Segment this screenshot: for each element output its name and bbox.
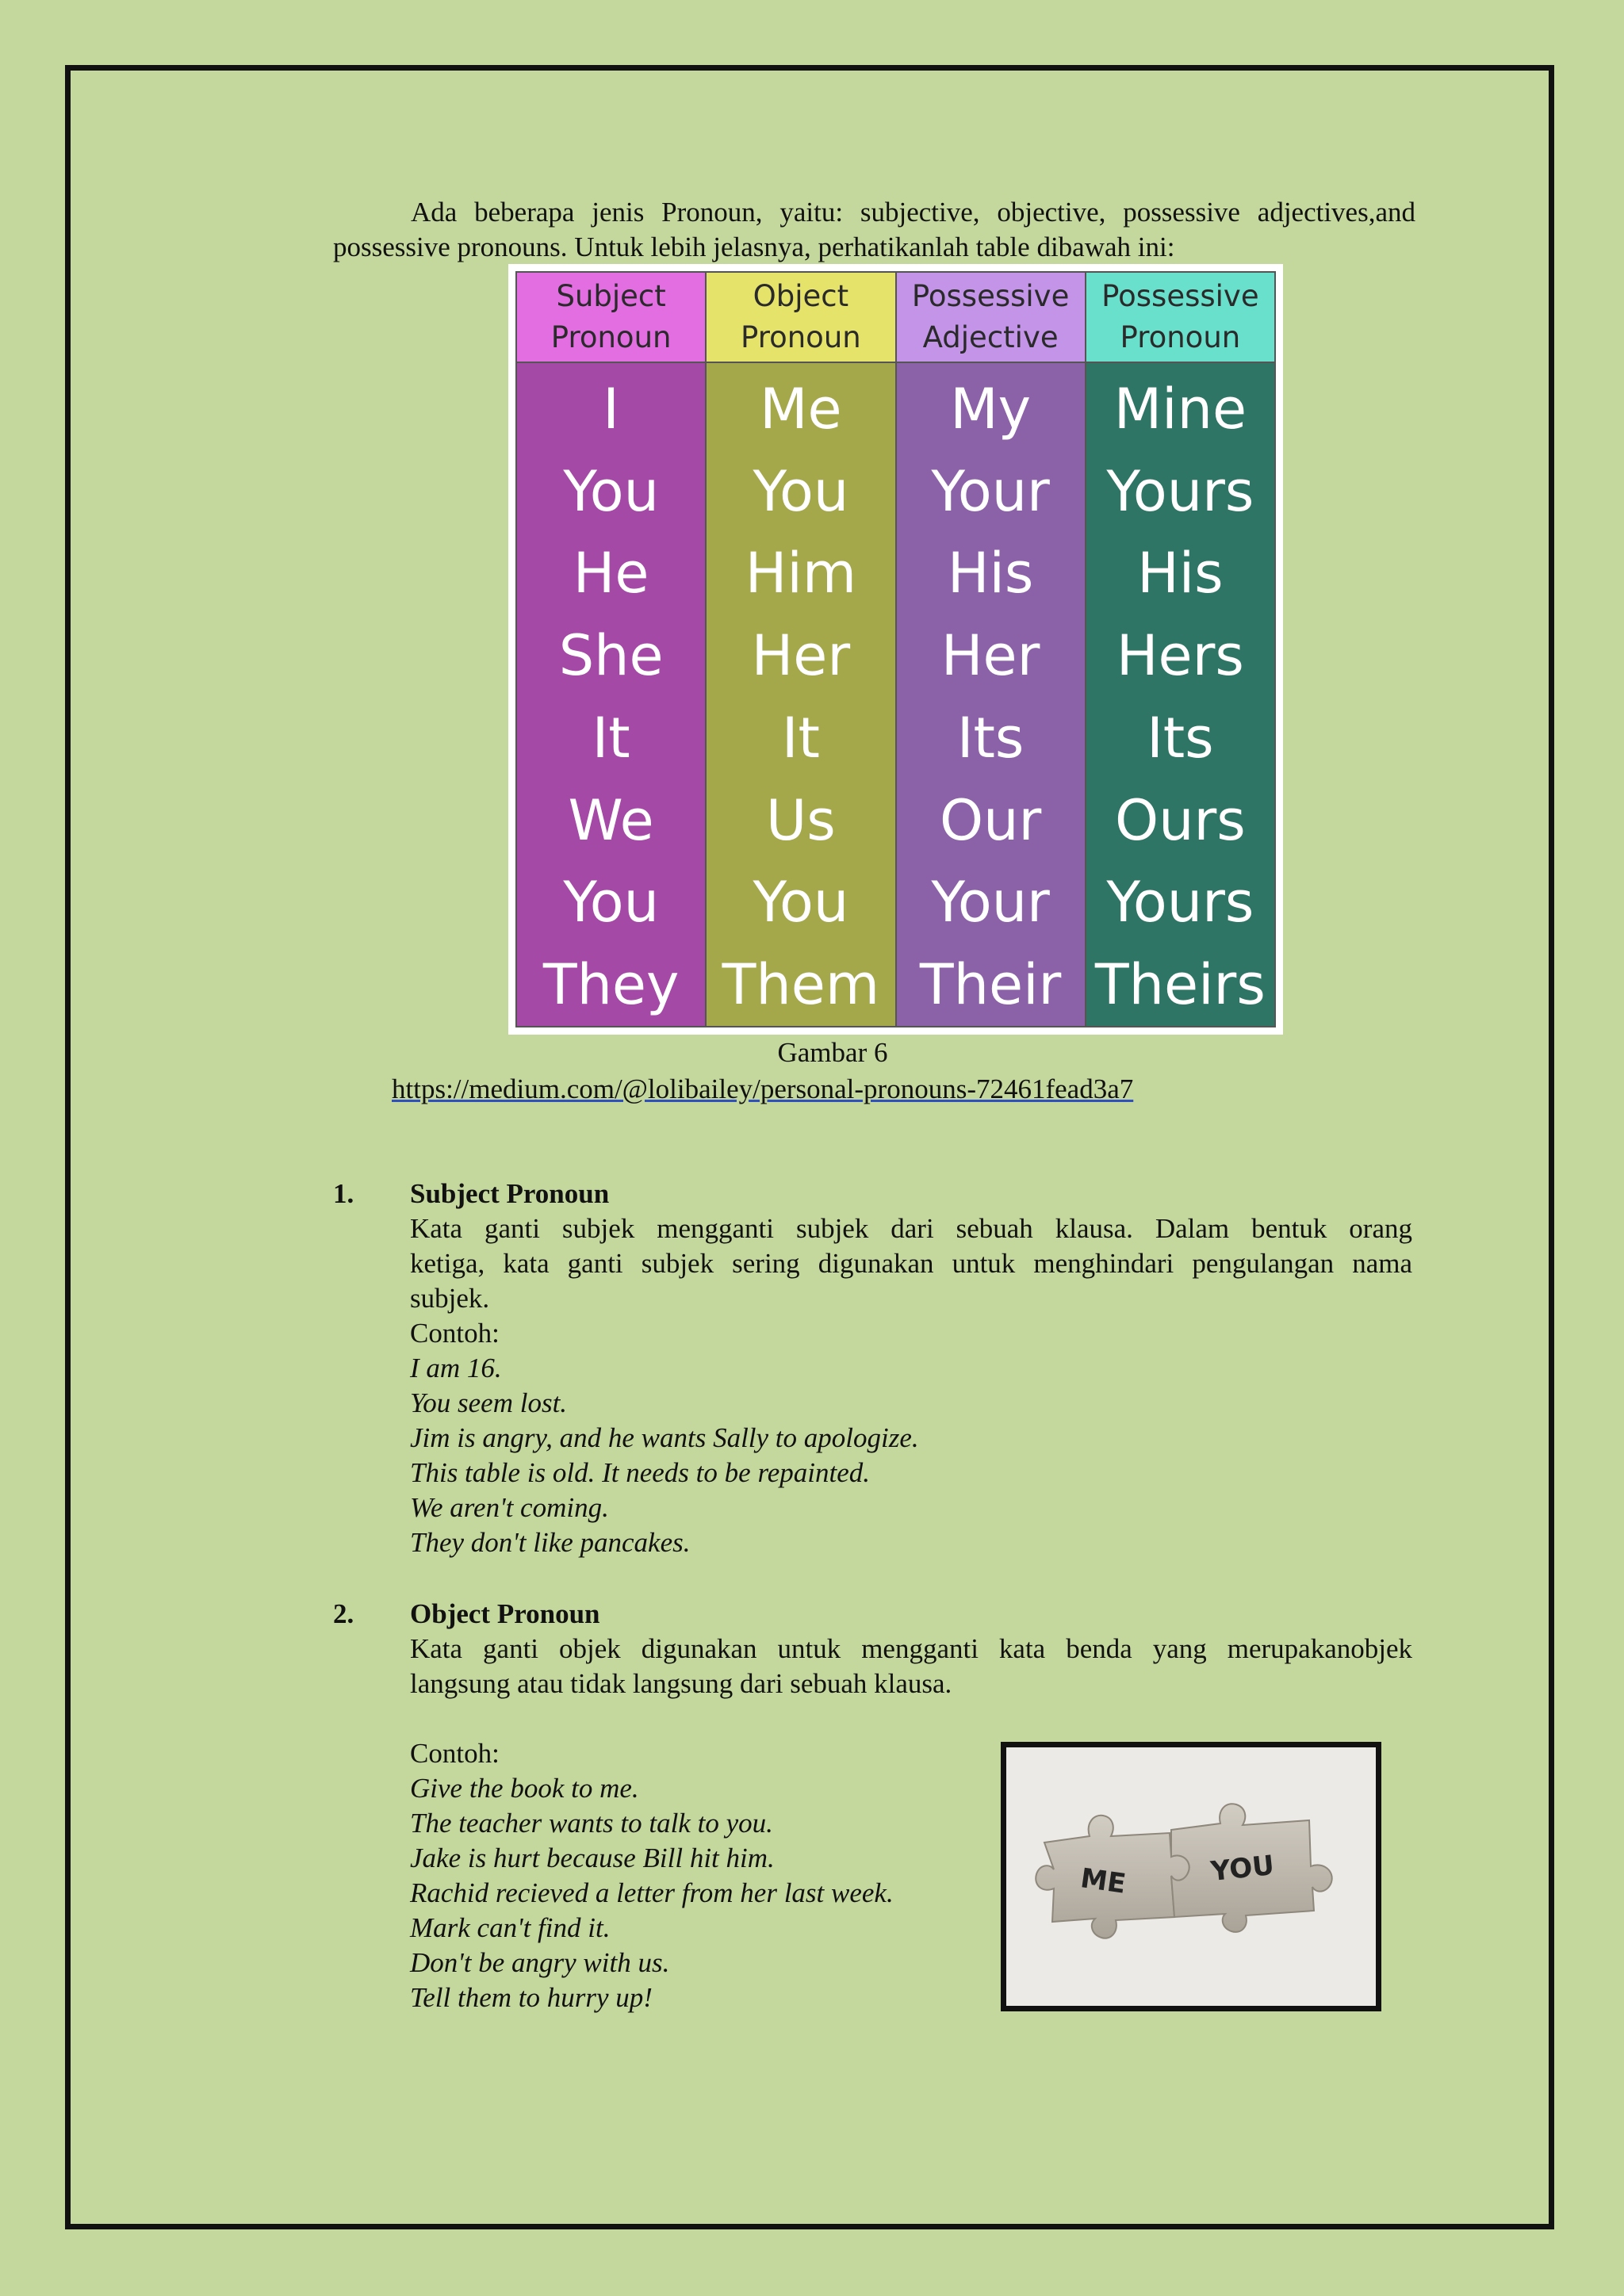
pronoun-word: You	[753, 870, 849, 936]
column-words	[707, 363, 894, 1026]
example-sentence: They don't like pancakes.	[410, 1527, 691, 1558]
section-2-examples	[410, 1736, 894, 2015]
pronoun-word: Yours	[1106, 870, 1254, 936]
example-sentence: We aren't coming.	[410, 1492, 609, 1523]
table-column-object	[705, 271, 896, 1027]
pronoun-word: Him	[745, 541, 857, 607]
body-line: Kata ganti objek digunakan untuk mengganti kata benda yang merupakanobjek	[410, 1633, 1412, 1664]
pronoun-word: They	[542, 952, 680, 1018]
column-words	[517, 363, 705, 1026]
section-2-number: 2.	[333, 1598, 354, 1629]
pronoun-word: Its	[956, 705, 1025, 771]
source-link[interactable]: https://medium.com/@lolibailey/personal-pronouns-72461fead3a7	[392, 1073, 1134, 1104]
pronoun-word: It	[592, 705, 630, 771]
example-sentence: Give the book to me.	[410, 1773, 639, 1804]
pronoun-word: Her	[940, 623, 1040, 689]
pronoun-word: Mine	[1113, 376, 1247, 442]
pronoun-word: His	[1137, 541, 1224, 607]
pronoun-word: Yours	[1106, 458, 1254, 524]
svg-text:YOU: YOU	[1209, 1849, 1276, 1888]
section-1-number: 1.	[333, 1178, 354, 1209]
figure-caption: Gambar 6	[777, 1037, 888, 1068]
example-sentence: Don't be angry with us.	[410, 1947, 670, 1978]
intro-paragraph: Ada beberapa jenis Pronoun, yaitu: subjective, objective, possessive adjectives,and possessive pronouns. Untuk lebih jelasnya, perhatikanlah table dibawah ini:	[333, 197, 1415, 262]
example-sentence: This table is old. It needs to be repainted.	[410, 1457, 871, 1488]
puzzle-illustration	[1006, 1747, 1376, 2006]
pronoun-word: Me	[760, 376, 842, 442]
body-line: ketiga, kata ganti subjek sering digunakan untuk menghindari pengulangan nama	[410, 1248, 1412, 1279]
puzzle-piece-left	[1036, 1816, 1189, 1938]
column-header: Subject Pronoun	[517, 273, 705, 363]
section-1-title: Subject Pronoun	[410, 1178, 610, 1209]
pronoun-word: Hers	[1116, 623, 1244, 689]
column-header: Possessive Pronoun	[1086, 273, 1274, 363]
pronoun-word: Them	[722, 952, 880, 1018]
pronoun-word: Ours	[1115, 787, 1246, 853]
example-label: Contoh:	[410, 1318, 500, 1349]
pronoun-word: Your	[931, 458, 1050, 524]
column-header: Possessive Adjective	[897, 273, 1085, 363]
section-2-body	[410, 1632, 1412, 1701]
pronoun-word: I	[603, 376, 619, 442]
table-column-possessive-pronoun	[1085, 271, 1276, 1027]
pronoun-table-image	[508, 264, 1283, 1035]
puzzle-pieces-image	[1001, 1742, 1381, 2011]
table-column-possessive-adjective	[895, 271, 1086, 1027]
example-sentence: You seem lost.	[410, 1387, 568, 1418]
example-sentence: Jim is angry, and he wants Sally to apologize.	[410, 1422, 919, 1453]
pronoun-word: Their	[919, 952, 1062, 1018]
pronoun-word: Your	[931, 870, 1050, 936]
pronoun-word: Its	[1147, 705, 1214, 771]
column-header: Object Pronoun	[707, 273, 894, 363]
example-sentence: Jake is hurt because Bill hit him.	[410, 1843, 775, 1873]
table-column-subject	[515, 271, 707, 1027]
body-line: Kata ganti subjek mengganti subjek dari sebuah klausa. Dalam bentuk orang	[410, 1213, 1412, 1244]
section-1-body	[410, 1211, 1412, 1560]
example-sentence: Tell them to hurry up!	[410, 1982, 653, 2013]
pronoun-word: Us	[766, 787, 836, 853]
example-sentence: I am 16.	[410, 1353, 502, 1383]
column-words	[897, 363, 1085, 1026]
body-line: langsung atau tidak langsung dari sebuah klausa.	[410, 1668, 952, 1699]
body-line: subjek.	[410, 1283, 490, 1314]
pronoun-word: She	[558, 623, 664, 689]
example-label: Contoh:	[410, 1738, 500, 1769]
pronoun-word: My	[950, 376, 1032, 442]
example-sentence: Mark can't find it.	[410, 1912, 611, 1943]
puzzle-piece-right	[1171, 1804, 1332, 1932]
example-sentence: Rachid recieved a letter from her last week.	[410, 1877, 894, 1908]
svg-text:ME: ME	[1078, 1862, 1128, 1900]
pronoun-word: You	[563, 458, 659, 524]
column-words	[1086, 363, 1274, 1026]
pronoun-word: You	[753, 458, 849, 524]
pronoun-word: We	[568, 787, 654, 853]
pronoun-word: Her	[751, 623, 851, 689]
pronoun-word: Theirs	[1094, 952, 1266, 1018]
pronoun-word: You	[563, 870, 659, 936]
pronoun-word: It	[781, 705, 820, 771]
pronoun-word: He	[573, 541, 649, 607]
pronoun-word: His	[947, 541, 1034, 607]
example-sentence: The teacher wants to talk to you.	[410, 1808, 773, 1839]
section-2-title: Object Pronoun	[410, 1598, 600, 1629]
pronoun-word: Our	[940, 787, 1042, 853]
